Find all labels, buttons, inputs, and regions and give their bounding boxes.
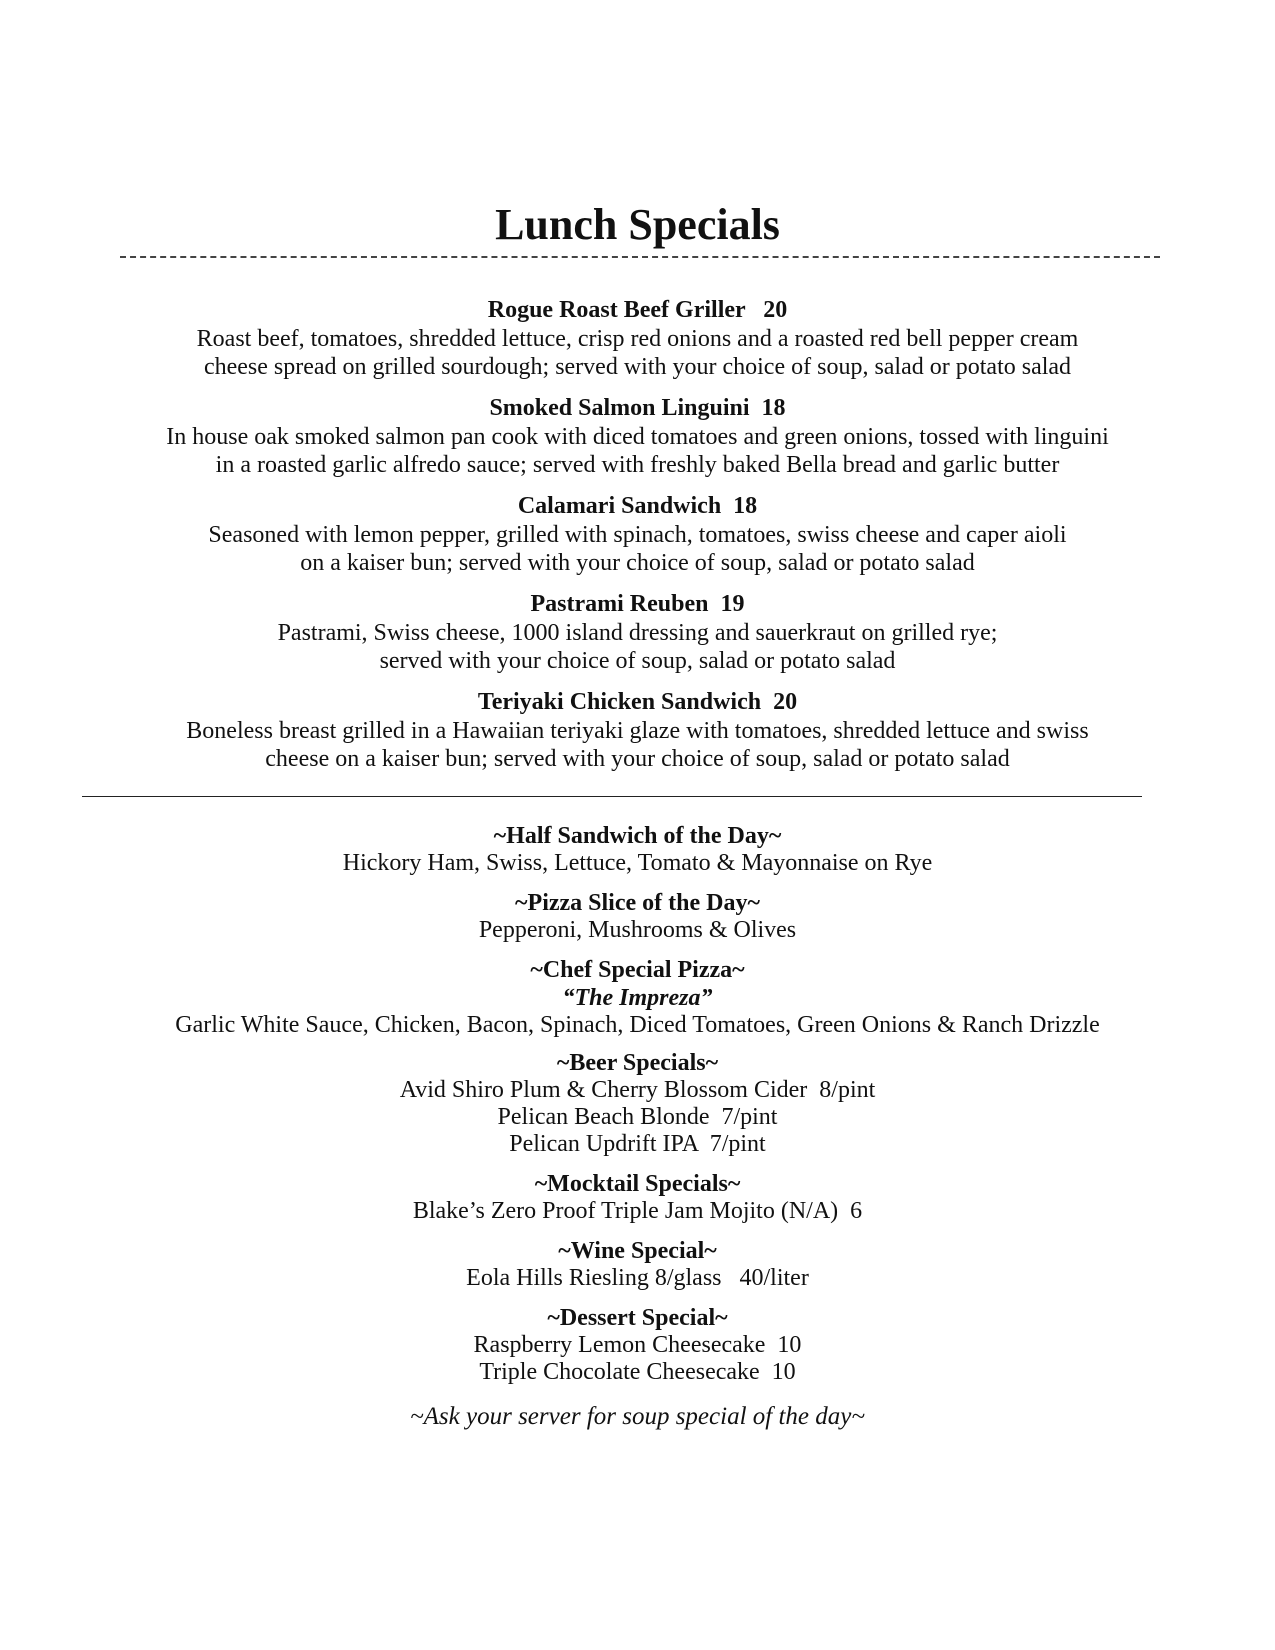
section-line: Pepperoni, Mushrooms & Olives	[478, 917, 797, 943]
section-heading: ~Pizza Slice of the Day~	[515, 890, 760, 916]
dessert-special-section	[60, 1304, 1215, 1386]
beer-specials-section	[60, 1049, 1215, 1158]
special-description-line: served with your choice of soup, salad or potato salad	[379, 648, 896, 674]
soup-special-note: ~Ask your server for soup special of the day~	[410, 1403, 865, 1430]
special-name: Smoked Salmon Linguini 18	[489, 395, 786, 421]
solid-divider	[82, 796, 1142, 797]
special-name: Pastrami Reuben 19	[530, 591, 745, 617]
section-line: Blake’s Zero Proof Triple Jam Mojito (N/A) 6	[412, 1198, 863, 1224]
section-line: Triple Chocolate Cheesecake 10	[479, 1359, 796, 1385]
special-description-line: in a roasted garlic alfredo sauce; served with freshly baked Bella bread and garlic butter	[215, 452, 1060, 478]
pizza-slice-section	[60, 889, 1215, 944]
section-heading: ~Dessert Special~	[547, 1305, 728, 1331]
half-sandwich-section	[60, 822, 1215, 877]
special-name: Teriyaki Chicken Sandwich 20	[477, 689, 798, 715]
section-line: Eola Hills Riesling 8/glass 40/liter	[466, 1265, 809, 1291]
special-item-calamari	[80, 491, 1195, 577]
chef-pizza-section	[60, 956, 1215, 1039]
special-name: Calamari Sandwich 18	[517, 493, 758, 519]
section-line: Raspberry Lemon Cheesecake 10	[473, 1332, 802, 1358]
special-description-line: Seasoned with lemon pepper, grilled with spinach, tomatoes, swiss cheese and caper aioli	[208, 522, 1067, 548]
section-heading: ~Mocktail Specials~	[534, 1171, 741, 1197]
section-line: Garlic White Sauce, Chicken, Bacon, Spinach, Diced Tomatoes, Green Onions & Ranch Drizzle	[175, 1012, 1100, 1038]
special-description-line: cheese on a kaiser bun; served with your choice of soup, salad or potato salad	[265, 746, 1010, 772]
special-description-line: cheese spread on grilled sourdough; served with your choice of soup, salad or potato salad	[203, 354, 1072, 380]
special-item-teriyaki-chicken	[80, 687, 1195, 773]
section-line: Pelican Updrift IPA 7/pint	[509, 1131, 766, 1157]
special-item-roast-beef	[80, 295, 1195, 381]
section-line: Pelican Beach Blonde 7/pint	[497, 1104, 778, 1130]
special-description-line: Boneless breast grilled in a Hawaiian teriyaki glaze with tomatoes, shredded lettuce and swiss	[186, 718, 1089, 744]
wine-special-section	[60, 1237, 1215, 1292]
section-line: Hickory Ham, Swiss, Lettuce, Tomato & Mayonnaise on Rye	[342, 850, 933, 876]
special-description-line: In house oak smoked salmon pan cook with diced tomatoes and green onions, tossed with linguini	[166, 424, 1109, 450]
section-heading: ~Chef Special Pizza~	[530, 957, 745, 983]
special-description-line: on a kaiser bun; served with your choice of soup, salad or potato salad	[300, 550, 975, 576]
special-item-salmon-linguini	[80, 393, 1195, 479]
special-description-line: Pastrami, Swiss cheese, 1000 island dressing and sauerkraut on grilled rye;	[277, 620, 998, 646]
section-line: Avid Shiro Plum & Cherry Blossom Cider 8/pint	[399, 1077, 876, 1103]
page-title: Lunch Specials	[495, 200, 780, 249]
special-description-line: Roast beef, tomatoes, shredded lettuce, crisp red onions and a roasted red bell pepper cream	[196, 326, 1079, 352]
section-heading: ~Half Sandwich of the Day~	[493, 823, 782, 849]
section-heading: ~Beer Specials~	[556, 1050, 719, 1076]
pizza-name: “The Impreza”	[562, 985, 713, 1011]
dashed-divider	[120, 256, 1160, 258]
section-heading: ~Wine Special~	[558, 1238, 717, 1264]
mocktail-specials-section	[60, 1170, 1215, 1225]
special-item-pastrami-reuben	[80, 589, 1195, 675]
special-name: Rogue Roast Beef Griller 20	[487, 297, 788, 323]
